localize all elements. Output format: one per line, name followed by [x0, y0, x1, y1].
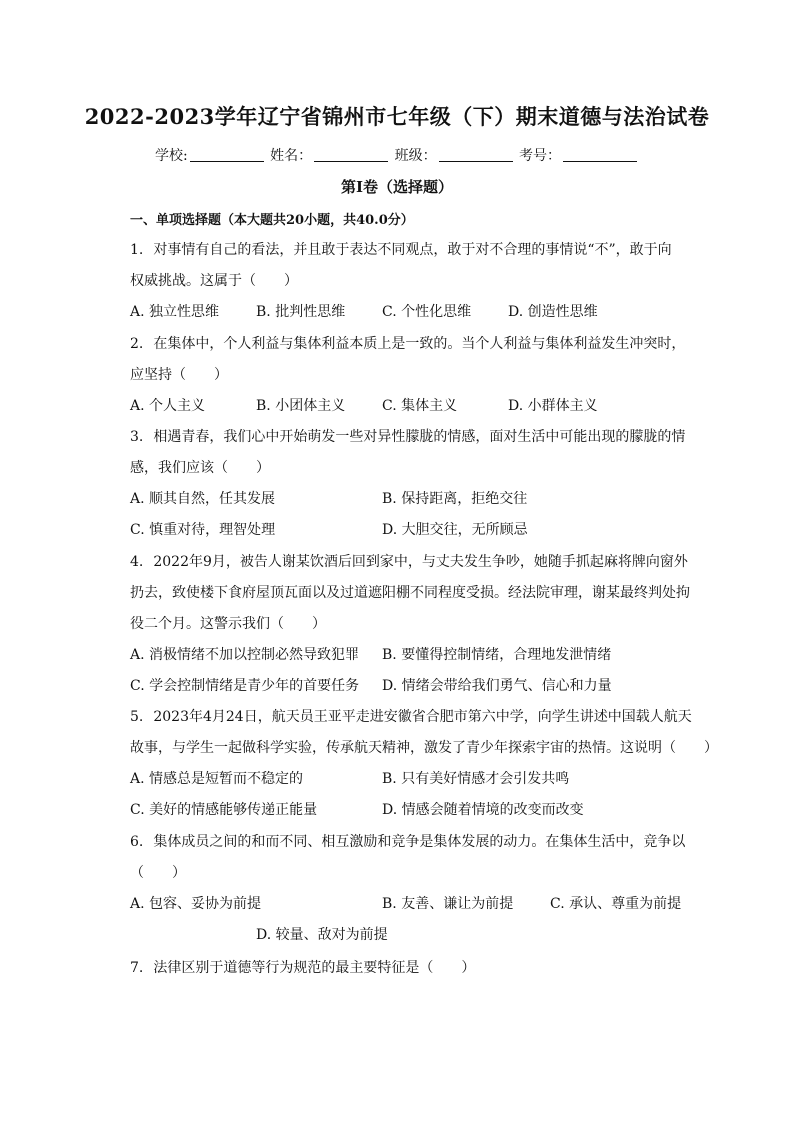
question-3-number: 3. [130, 429, 144, 445]
question-1-text: 对事情有自己的看法，并且敢于表达不同观点，敢于对不合理的事情说“不”，敢于向 [153, 242, 672, 258]
question-1-option-c: C. 个性化思维 [382, 304, 472, 320]
question-5-line-1 [130, 706, 692, 726]
question-3-option-c: C. 慎重对待，理智处理 [130, 522, 276, 538]
question-3-text: 相遇青春，我们心中开始萌发一些对异性朦胧的情感，面对生活中可能出现的朦胧的情 [153, 429, 686, 445]
question-type-heading: 一、单项选择题（本大题共20小题，共40.0分） [130, 213, 414, 228]
question-4-line-2: 扔去，致使楼下食府屋顶瓦面以及过道遮阳棚不同程度受损。经法院审理，谢某最终判处拘 [130, 585, 690, 601]
question-4-option-c: C. 学会控制情绪是青少年的首要任务 [130, 678, 360, 694]
exam-number-label: 考号： [519, 148, 562, 164]
exam-number-blank [563, 147, 637, 162]
question-4-number: 4. [130, 554, 144, 570]
question-4-line-3: 役二个月。这警示我们（ ） [130, 616, 326, 632]
question-7-text: 法律区别于道德等行为规范的最主要特征是（ ） [153, 960, 476, 976]
question-2-number: 2. [130, 336, 144, 352]
question-2-option-c: C. 集体主义 [382, 398, 458, 414]
question-4-option-b: B. 要懂得控制情绪，合理地发泄情绪 [382, 647, 612, 663]
question-5-line-2: 故事，与学生一起做科学实验，传承航天精神，激发了青少年探索宇宙的热情。这说明（ ） [130, 740, 718, 756]
question-4-option-a: A. 消极情绪不加以控制必然导致犯罪 [130, 647, 360, 663]
question-7-number: 7. [130, 960, 144, 976]
question-3-option-a: A. 顺其自然，任其发展 [130, 491, 276, 507]
exam-title: 2022-2023学年辽宁省锦州市七年级（下）期末道德与法治试卷 [84, 104, 710, 129]
question-2-line-2: 应坚持（ ） [130, 367, 228, 383]
name-blank [314, 147, 388, 162]
section-heading: 第I卷（选择题） [340, 178, 454, 196]
class-label: 班级： [394, 148, 437, 164]
question-5-option-d: D. 情感会随着情境的改变而改变 [382, 802, 584, 818]
question-5-option-c: C. 美好的情感能够传递正能量 [130, 802, 318, 818]
question-6-line-2: （ ） [130, 865, 186, 881]
question-4-line-1 [130, 551, 688, 571]
question-5-option-b: B. 只有美好情感才会引发共鸣 [382, 771, 570, 787]
question-6-number: 6. [130, 834, 144, 850]
question-1-line-1 [130, 239, 672, 259]
name-label: 姓名： [270, 148, 313, 164]
question-1-option-a: A. 独立性思维 [130, 304, 220, 320]
question-3-line-2: 感，我们应该（ ） [130, 460, 270, 476]
question-4-option-d: D. 情绪会带给我们勇气、信心和力量 [382, 678, 612, 694]
question-2-option-a: A. 个人主义 [130, 398, 206, 414]
question-2-text: 在集体中，个人利益与集体利益本质上是一致的。当个人利益与集体利益发生冲突时， [153, 336, 686, 352]
question-1-option-d: D. 创造性思维 [508, 304, 598, 320]
question-1-line-2: 权威挑战。这属于（ ） [130, 273, 298, 289]
question-6-option-c: C. 承认、尊重为前提 [550, 896, 682, 912]
question-6-option-d: D. 较量、敌对为前提 [256, 927, 388, 943]
question-3-option-d: D. 大胆交往，无所顾忌 [382, 522, 528, 538]
question-2-line-1 [130, 333, 685, 353]
question-3-line-1 [130, 426, 685, 446]
class-blank [439, 147, 513, 162]
question-1-option-b: B. 批判性思维 [256, 304, 346, 320]
school-label: 学校: [154, 148, 188, 164]
question-6-line-1 [130, 831, 685, 851]
school-blank [190, 147, 264, 162]
question-2-option-b: B. 小团体主义 [256, 398, 346, 414]
question-6-option-a: A. 包容、妥协为前提 [130, 896, 262, 912]
question-5-option-a: A. 情感总是短暂而不稳定的 [130, 771, 304, 787]
question-6-text: 集体成员之间的和而不同、相互激励和竞争是集体发展的动力。在集体生活中，竞争以 [153, 834, 686, 850]
question-5-number: 5. [130, 709, 144, 725]
question-1-number: 1. [130, 242, 144, 258]
student-info-row [0, 145, 794, 165]
question-3-option-b: B. 保持距离，拒绝交往 [382, 491, 528, 507]
question-6-option-b: B. 友善、谦让为前提 [382, 896, 514, 912]
question-7-line-1 [130, 957, 475, 977]
question-2-option-d: D. 小群体主义 [508, 398, 598, 414]
question-4-text: 2022年9月，被告人谢某饮酒后回到家中，与丈夫发生争吵，她随手抓起麻将牌向窗外 [153, 554, 688, 570]
question-5-text: 2023年4月24日，航天员王亚平走进安徽省合肥市第六中学，向学生讲述中国载人航天 [153, 709, 692, 725]
